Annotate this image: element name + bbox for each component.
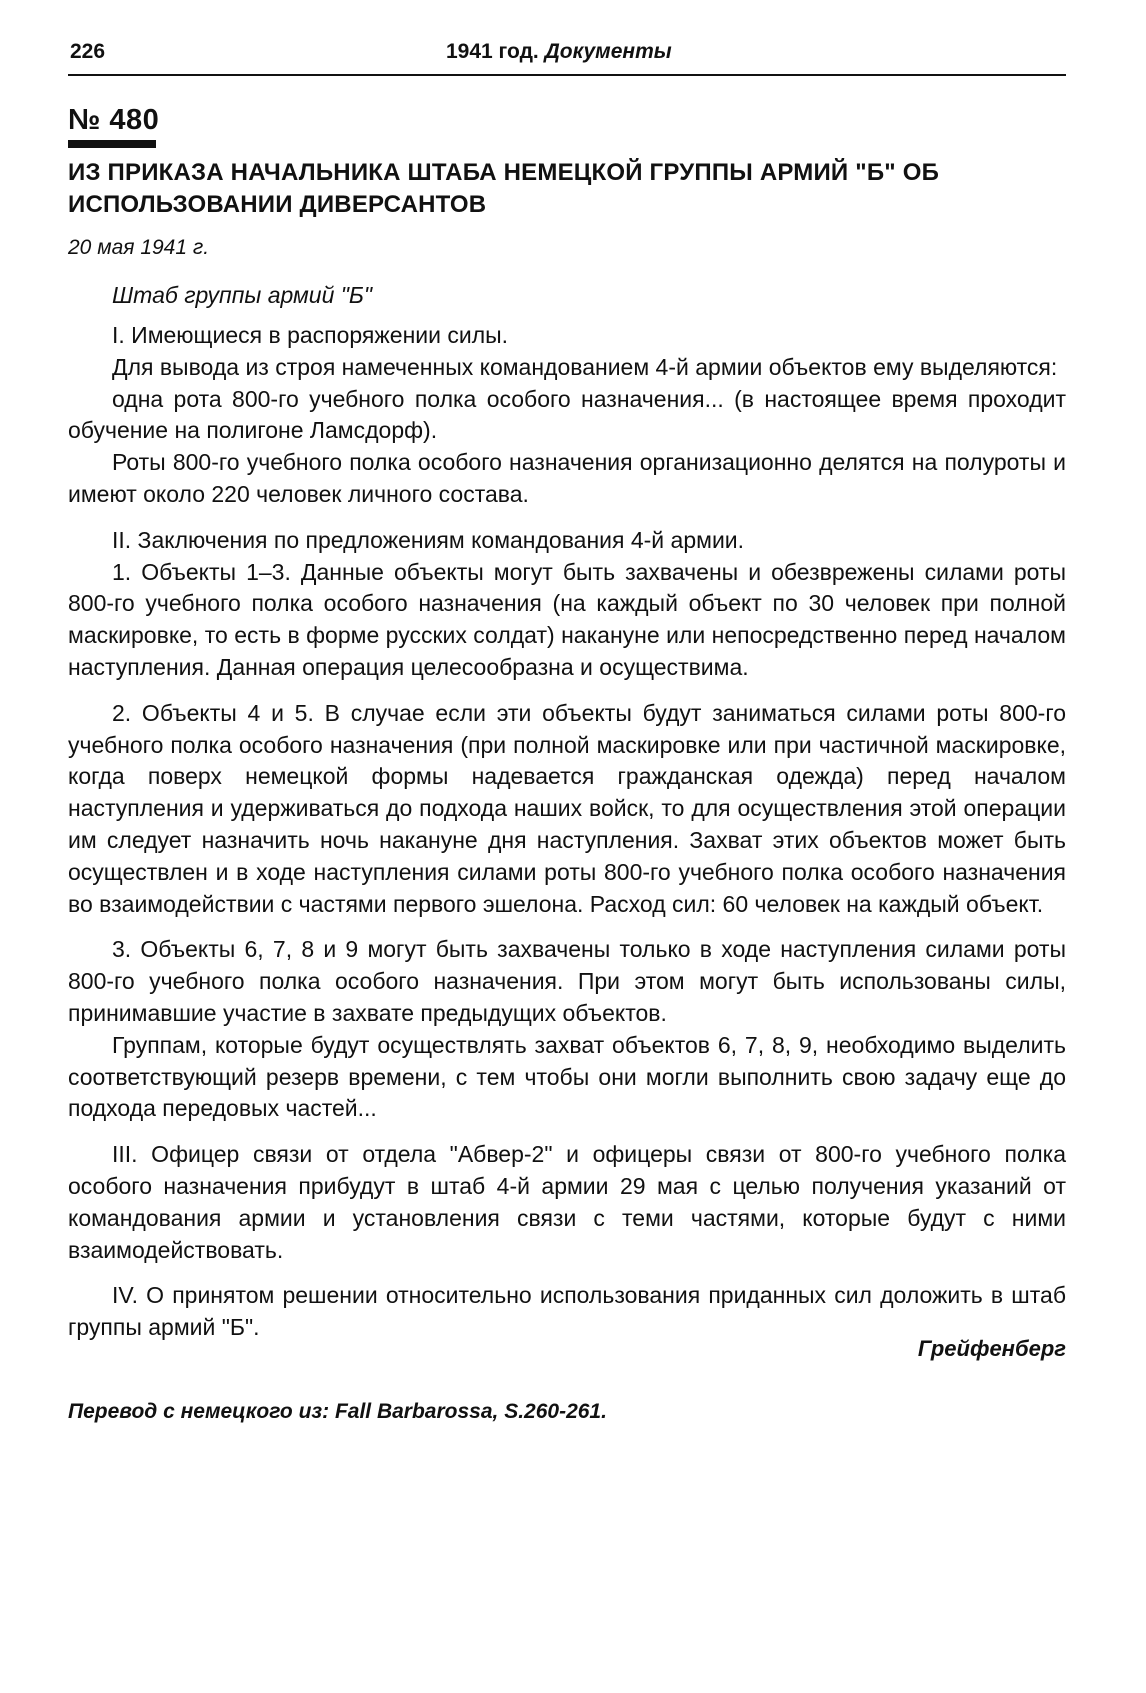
paragraph: 2. Объекты 4 и 5. В случае если эти объекты будут заниматься силами роты 800-го учебного полка особого назначения (при полной маскировке или при частичной маскировке, когда поверх немецкой формы надевается гражданская одежда) перед началом наступления и удерживаться до подхода наших войск, то для осуществления этой операции им следует назначить ночь накануне дня наступления. Захват этих объектов может быть осуществлен и в ходе наступления силами роты 800-го учебного полка особого назначения во взаимодействии с частями первого эшелона. Расход сил: 60 человек на каждый объект. xyxy=(68,699,1066,917)
paragraph: Для вывода из строя намеченных командованием 4-й армии объектов ему выделяются: xyxy=(112,353,1058,380)
number-underline-bar xyxy=(68,140,156,148)
source-prefix: Перевод с немецкого из: xyxy=(68,1400,330,1423)
document-title: ИЗ ПРИКАЗА НАЧАЛЬНИКА ШТАБА НЕМЕЦКОЙ ГРУППЫ АРМИЙ "Б" ОБ ИСПОЛЬЗОВАНИИ ДИВЕРСАНТОВ xyxy=(68,159,940,218)
paragraph: 3. Объекты 6, 7, 8 и 9 могут быть захвачены только в ходе наступления силами роты 800-го учебного полка особого назначения. При этом могут быть использованы силы, принимавшие участие в захвате предыдущих объектов. xyxy=(68,936,1066,1026)
source-note xyxy=(68,1400,607,1424)
page-number: 226 xyxy=(70,40,106,63)
page-header xyxy=(68,40,1066,76)
section-heading-3: III. Офицер связи от отдела "Абвер-2" и офицеры связи от 800-го учебного полка особого назначения прибудут в штаб 4-й армии 29 мая с целью получения указаний от командования армии и установления связи с теми частями, которые будут с ними взаимодействовать. xyxy=(68,1141,1066,1263)
source-reference: Fall Barbarossa, S.260-261. xyxy=(334,1400,607,1423)
document-date: 20 мая 1941 г. xyxy=(68,236,210,259)
running-title xyxy=(446,40,672,64)
running-title-section: Документы xyxy=(544,40,672,63)
signature: Грейфенберг xyxy=(917,1336,1066,1361)
paragraph: 1. Объекты 1–3. Данные объекты могут быть захвачены и обезврежены силами роты 800-го учебного полка особого назначения (на каждый объект по 30 человек при полной маскировке, то есть в форме русских солдат) накануне или непосредственно перед началом наступления. Данная операция целесообразна и осуществима. xyxy=(68,558,1066,680)
section-heading-2: II. Заключения по предложениям командования 4-й армии. xyxy=(112,526,745,553)
document-number: № 480 xyxy=(68,104,160,136)
paragraph: одна рота 800-го учебного полка особого назначения... (в настоящее время проходит обучение на полигоне Ламсдорф). xyxy=(68,385,1066,444)
document-body xyxy=(68,320,1066,1344)
running-title-year: 1941 год. xyxy=(446,40,539,63)
paragraph: Группам, которые будут осуществлять захват объектов 6, 7, 8, 9, необходимо выделить соответствующий резерв времени, с тем чтобы они могли выполнить свою задачу еще до подхода передовых частей... xyxy=(68,1031,1066,1122)
paragraph: Роты 800-го учебного полка особого назначения организационно делятся на полуроты и имеют около 220 человек личного состава. xyxy=(68,449,1066,507)
section-heading-4: IV. О принятом решении относительно использования приданных сил доложить в штаб группы армий "Б". xyxy=(68,1282,1066,1341)
headquarters-line: Штаб группы армий "Б" xyxy=(112,282,373,308)
section-heading-1: I. Имеющиеся в распоряжении силы. xyxy=(112,322,509,348)
